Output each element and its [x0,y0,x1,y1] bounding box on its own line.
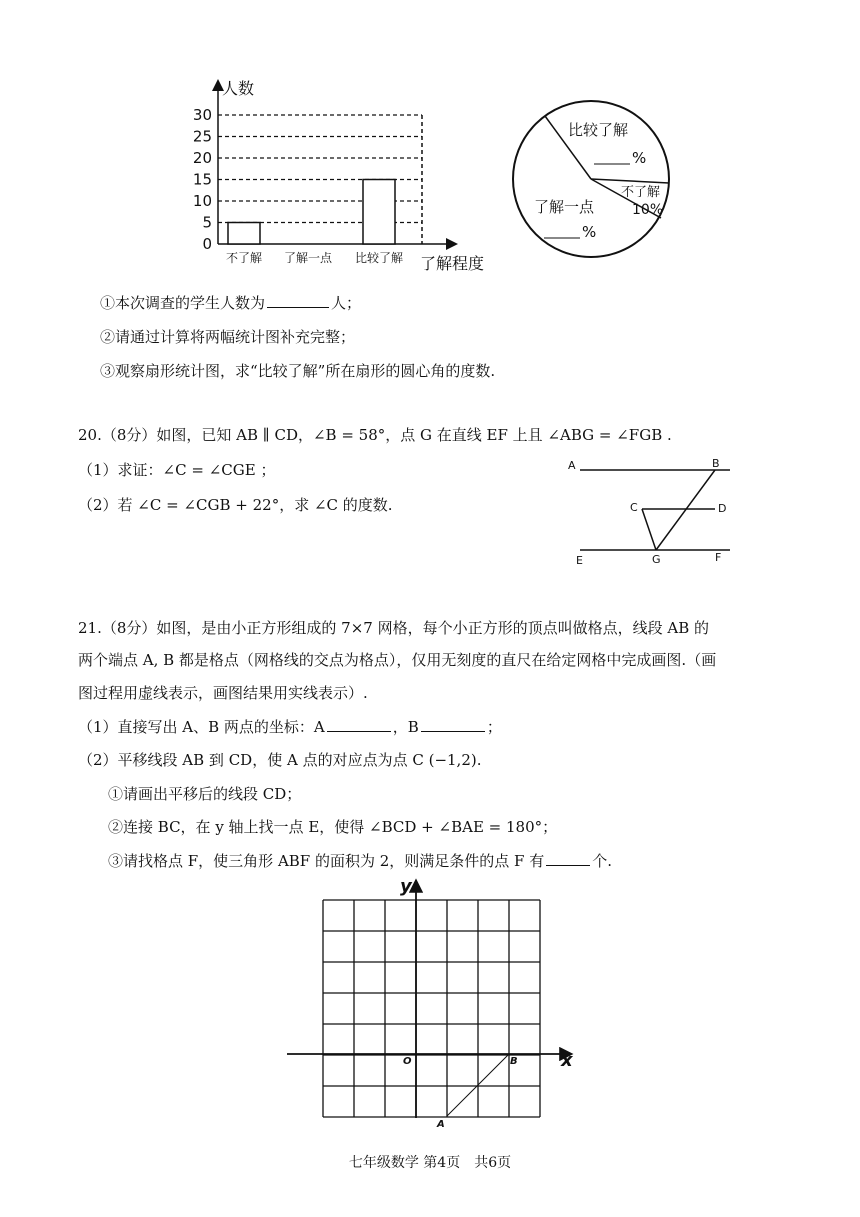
point-a-label: A [568,459,576,472]
q21-sub1: ①请画出平移后的线段 CD； [108,785,302,803]
point-e-label: E [576,554,583,567]
bar-y-tick-label: 30 [192,106,212,124]
q20-stem: 20.（8分）如图，已知 AB ∥ CD，∠B = 58°，点 G 在直线 EF 上且 ∠ABG = ∠FGB . [78,426,672,444]
segment-bg [656,470,715,550]
pie-chart [508,96,678,266]
grid-x-label: x [561,1050,573,1071]
bar-1 [228,223,260,245]
q21-part1-suffix: ； [486,718,502,736]
bar-y-tick-label: 25 [192,127,212,146]
q21-grid-figure [285,878,585,1130]
q21-sub2: ②连接 BC，在 y 轴上找一点 E，使得 ∠BCD + ∠BAE = 180°； [108,818,558,836]
q21-blank-a [327,717,391,732]
q21-blank-b [421,717,485,732]
grid-point-b-label: B [510,1056,518,1067]
q20-figure [560,455,760,573]
bar-y-axis-label: 人数 [222,79,255,98]
grid-origin-label: O [403,1056,412,1067]
q19-sub1-prefix: ①本次调查的学生人数为 [100,294,266,312]
pie-pct-little: % [582,223,597,241]
bar-y-tick-label: 0 [202,235,212,253]
bar-category-label: 了解一点 [283,251,333,265]
q21-part1-mid: ，B [392,718,419,736]
bar-y-tick-label: 20 [192,149,212,167]
bar-3 [363,180,395,245]
q20-part2: （2）若 ∠C = ∠CGB + 22°，求 ∠C 的度数. [78,496,393,514]
q19-answer-blank [267,293,329,308]
pie-label-unknown: 不了解 [621,185,661,200]
segment-cg [642,509,656,550]
pie-pct-compare: % [632,149,647,167]
q21-sub3-prefix: ③请找格点 F，使三角形 ABF 的面积为 2，则满足条件的点 F 有 [108,852,545,870]
q21-sub3 [108,851,612,871]
q21-stem-line2: 两个端点 A, B 都是格点（网格线的交点为格点），仅用无刻度的直尺在给定网格中完成画图.（画 [78,651,717,669]
grid-point-a-label: A [437,1119,445,1130]
q21-sub3-suffix: 个. [592,852,613,870]
grid-y-label: y [400,878,412,897]
bar-y-tick-label: 15 [192,170,212,189]
bar-chart [180,70,500,280]
q19-sub1-suffix: 人； [331,294,362,312]
bar-category-label: 不了解 [225,251,263,265]
page-footer: 七年级数学 第4页 共6页 [348,1155,512,1171]
q21-part1 [78,717,502,737]
q19-sub3: ③观察扇形统计图，求“比较了解”所在扇形的圆心角的度数. [100,362,496,380]
bar-y-tick-label: 10 [192,192,212,210]
point-b-label: B [712,457,720,470]
point-d-label: D [718,502,727,515]
q21-stem-line3: 图过程用虚线表示，画图结果用实线表示）. [78,684,368,702]
bar-y-tick-label: 5 [202,213,212,232]
bar-x-axis-label: 了解程度 [420,254,485,273]
bar-category-label: 比较了解 [354,251,404,265]
pie-label-compare: 比较了解 [568,121,629,139]
point-f-label: F [715,551,722,564]
grid-lines [323,900,540,1117]
q19-sub1 [100,293,361,313]
q21-part1-prefix: （1）直接写出 A、B 两点的坐标：A [78,718,325,736]
q21-blank-count [546,851,590,866]
q19-sub2: ②请通过计算将两幅统计图补充完整； [100,328,356,346]
pie-pct-unknown: 10% [632,202,664,218]
pie-label-little: 了解一点 [534,198,595,216]
q21-stem-line1: 21.（8分）如图，是由小正方形组成的 7×7 网格，每个小正方形的顶点叫做格点，线段 AB 的 [78,619,709,637]
pie-divider-2 [591,179,669,183]
q20-part1: （1）求证：∠C = ∠CGE ； [78,461,276,479]
point-g-label: G [652,553,661,566]
q21-part2: （2）平移线段 AB 到 CD，使 A 点的对应点为点 C (−1,2). [78,751,482,769]
point-c-label: C [630,501,638,514]
